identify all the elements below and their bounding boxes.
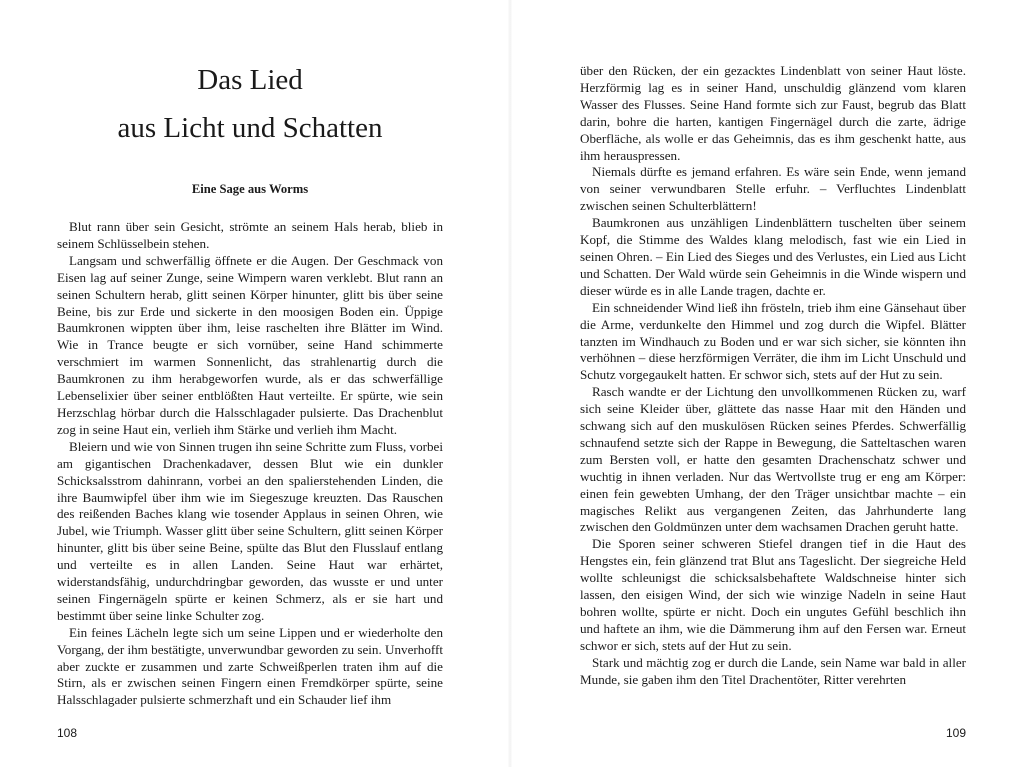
paragraph: Bleiern und wie von Sinnen trugen ihn seine Schritte zum Fluss, vorbei am gigantischen Drachenkadaver, dessen Blut wie ein dunkler Schicksalsstrom dahinrann, vorbei an den spalierstehenden Linden, die ihre Baumwipfel über ihm wie im Siegeszuge kreuzten. Das Rauschen des reißenden Baches klang wie tosender Applaus in seinen Ohren, wie Jubel, wie Triumph. Wasser glitt über seine Schultern, glitt seinen Körper hinunter, glitt bis über seine Beine, spülte das Blut den Flusslauf entlang und verteilte es in allen Landen. Seine Haut war erhärtet, widerstandsfähig, undurchdringbar geworden, das wusste er und unter seinen Fingernägeln spürte er keinen Schmerz, als er sie hart und bestimmt über seine linke Schulter zog.	[57, 438, 443, 623]
chapter-title-line-2: aus Licht und Schatten	[117, 112, 383, 144]
right-page-body	[580, 63, 966, 689]
page-number-left: 108	[57, 726, 78, 740]
paragraph: Baumkronen aus unzähligen Lindenblättern tuschelten über seinem Kopf, die Stimme des Waldes klang melodisch, fast wie ein Lied in seinen Ohren. – Ein Lied des Sieges und des Verlustes, ein Lied aus Licht und Schatten. Der Wald würde sein Geheimnis in die Winde wispern und dieser würde es in alle Lande tragen, dachte er.	[580, 215, 966, 298]
page-number-right: 109	[945, 726, 966, 740]
paragraph: Die Sporen seiner schweren Stiefel drangen tief in die Haut des Hengstes ein, fein glänzend trat Blut ans Tageslicht. Der siegreiche Held wollte schleunigst die schicksalsbehaftete Waldschneise hinter sich lassen, den eisigen Wind, der sich wie winzige Nadeln in seine Haut bohren wollte, spürte er nicht. Doch ein ungutes Gefühl beschlich ihn und haftete an ihm, wie die Dämmerung ihm auf den Fersen war. Erneut schwor er sich, stets auf der Hut zu sein.	[580, 536, 966, 653]
paragraph: Ein schneidender Wind ließ ihn frösteln, trieb ihm eine Gänsehaut über die Arme, verdunkelte den Himmel und zog durch die Wipfel. Blätter tanzten im Windhauch zu Boden und er war sich sicher, sie könnten ihn verhöhnen – diese herzförmigen Verräter, die ihm im Licht Unschuld und Schutz vorgegaukelt hatten. Er schwor sich, stets auf der Hut zu sein.	[580, 299, 966, 383]
right-page	[510, 0, 1020, 767]
chapter-title-line-1: Das Lied	[197, 64, 303, 96]
chapter-subtitle: Eine Sage aus Worms	[191, 182, 309, 196]
paragraph: Langsam und schwerfällig öffnete er die Augen. Der Geschmack von Eisen lag auf seiner Zunge, seine Wimpern waren verklebt. Blut rann an seinen Schultern herab, glitt seinen Körper hinunter, glitt bis über seine Beine, bis zur Erde und sickerte in den moosigen Boden ein. Üppige Baumkronen wippten über ihm, leise raschelten ihre Blätter im Wind. Wie in Trance beugte er sich vornüber, seine Hand schimmerte verschmiert im warmen Sonnenlicht, das strahlenartig durch die Baumkronen zu ihm herabgeworfen wurde, als er das schwerfällige Lebenselixier über seiner entblößten Haut verteilte. Er spürte, wie sein Herzschlag hörbar durch die Halsschlagader pulsierte. Das Drachenblut zog in seine Haut ein, verlieh ihm Stärke und verlieh ihm Macht.	[57, 252, 443, 437]
chapter-title	[57, 56, 443, 152]
paragraph: Stark und mächtig zog er durch die Lande, sein Name war bald in aller Munde, sie gaben ihm den Titel Drachentöter, Ritter verehrten	[580, 654, 966, 687]
paragraph: Niemals dürfte es jemand erfahren. Es wäre sein Ende, wenn jemand von seiner verwundbaren Stelle erfuhr. – Verfluchtes Lindenblatt zwischen seinen Schulterblättern!	[580, 164, 966, 214]
paragraph: Rasch wandte er der Lichtung den unvollkommenen Rücken zu, warf sich seine Kleider über, glättete das nasse Haar mit den Händen und schwang sich auf den muskulösen Rücken seines Pferdes. Schwerfällig schnaufend setzte sich der Rappe in Bewegung, die Satteltaschen waren zum Bersten voll, er hatte den gesamten Drachenschatz schwer und wuchtig in ihnen verladen. Nur das Wertvollste trug er eng am Körper: einen fein gewebten Umhang, der den Träger unsichtbar machte – ein magisches Relikt aus vergangenen Zeiten, das Jahrhunderte lang zwischen den Goldmünzen unter dem wachsamen Drachen geruht hatte.	[580, 384, 966, 535]
paragraph: Blut rann über sein Gesicht, strömte an seinem Hals herab, blieb in seinem Schlüsselbein stehen.	[57, 219, 443, 251]
paragraph: Ein feines Lächeln legte sich um seine Lippen und er wiederholte den Vorgang, der ihm bestätigte, unverwundbar geworden zu sein. Unverhofft aber zuckte er zusammen und zarte Schweißperlen traten ihm auf die Stirn, als er zwischen seinen Fingern einen Fremdkörper spürte, seine Halsschlagader pulsierte schmerzhaft und ein Schauder lief ihm	[57, 624, 443, 708]
left-page-body	[57, 219, 443, 709]
paragraph-continuation: über den Rücken, der ein gezacktes Lindenblatt von seiner Haut löste. Herzförmig lag es in seiner Hand, unschuldig glänzend vom klaren Wasser des Flusses. Seine Hand formte sich zur Faust, begrub das Blatt darin, bohre die harten, kantigen Fingernägel durch die zarte, ädrige Oberfläche, als wolle er das Geheimnis, das es ihm geschenkt hatte, aus ihm herauspressen.	[580, 63, 966, 163]
